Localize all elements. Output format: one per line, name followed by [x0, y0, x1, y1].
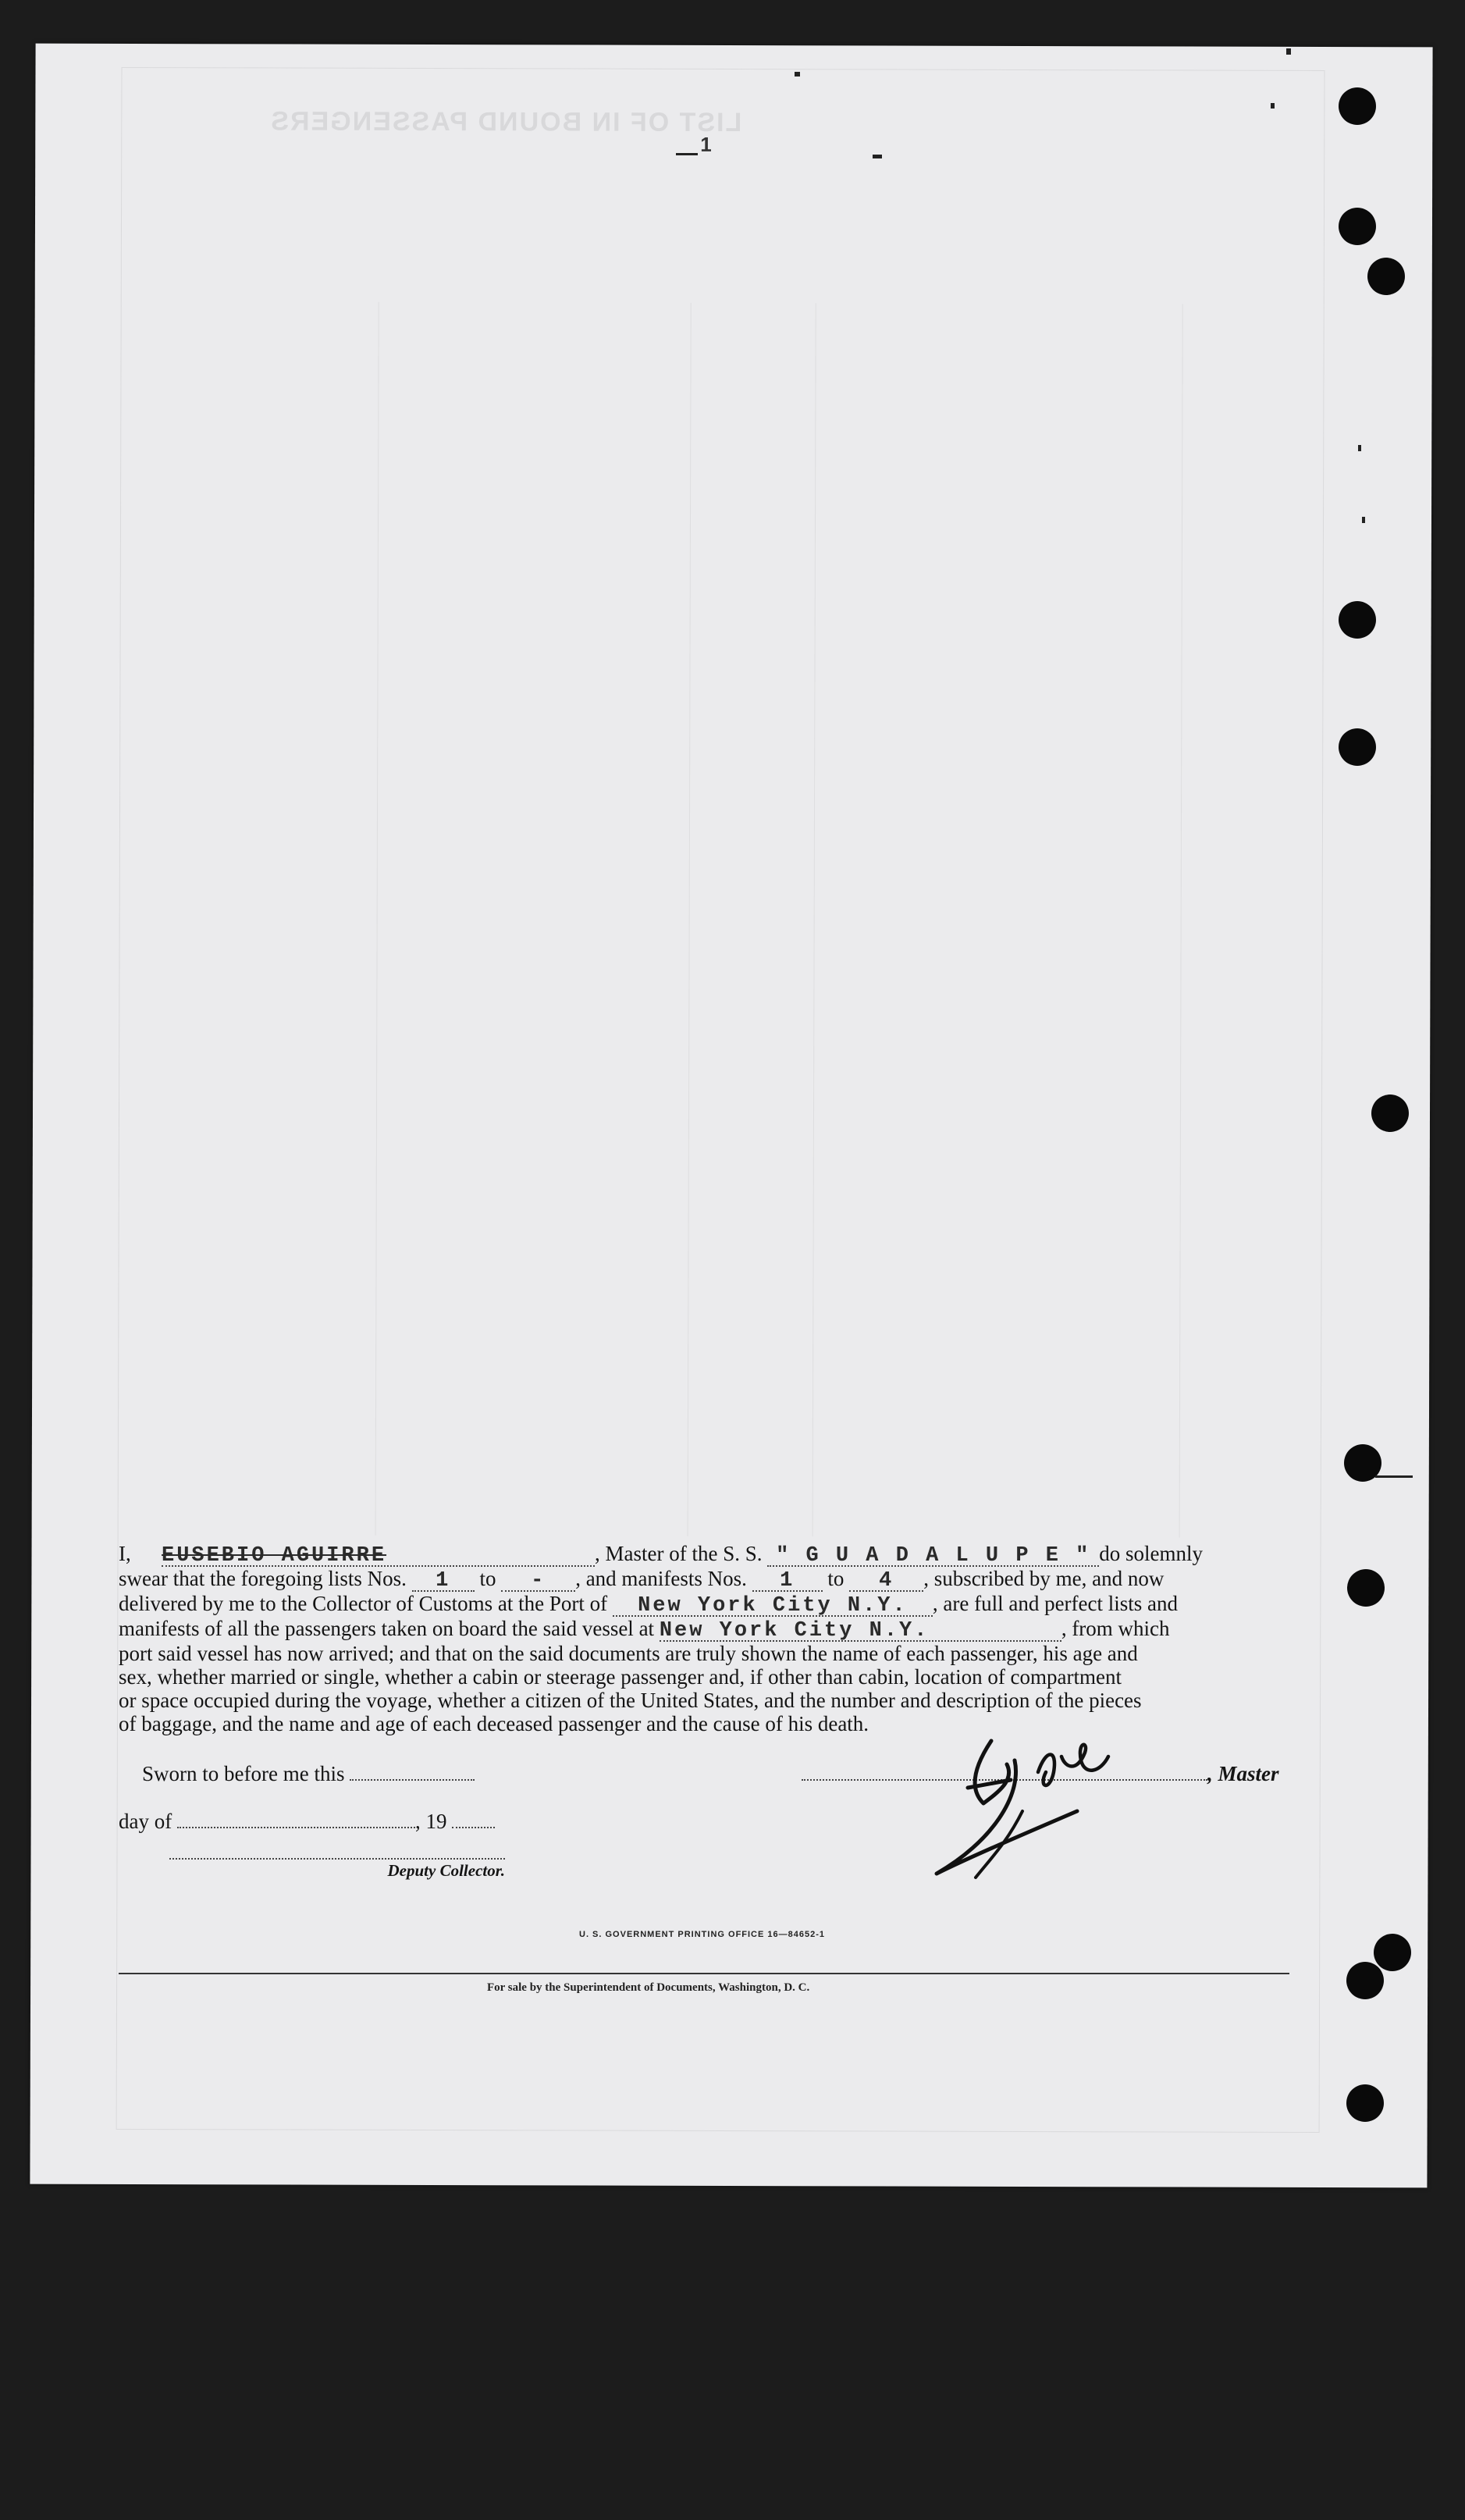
ink-fleck [1362, 517, 1365, 523]
solemnly-text: do solemnly [1099, 1542, 1203, 1565]
oath-line-2 [119, 1567, 1289, 1592]
subscribed-text: , subscribed by me, and now [923, 1567, 1165, 1590]
oath-line-8: of baggage, and the name and age of each deceased passenger and the cause of his death. [119, 1712, 869, 1735]
oath-line-7: or space occupied during the voyage, whether a citizen of the United States, and the number and description of the pieces [119, 1689, 1142, 1712]
oath-line-1 [119, 1542, 1289, 1567]
manifests-to-field: 4 [849, 1571, 923, 1592]
punch-hole [1339, 601, 1376, 639]
punch-hole [1339, 208, 1376, 245]
port-departure-field: New York City N.Y. [660, 1621, 1061, 1642]
sworn-row [142, 1762, 475, 1786]
footer-rule [119, 1973, 1289, 1974]
taken-on-board-label: manifests of all the passengers taken on board the said vessel at [119, 1617, 655, 1640]
year-field [452, 1813, 495, 1828]
day-of-row [119, 1810, 495, 1834]
ink-fleck [873, 155, 882, 158]
to-label: to [827, 1567, 845, 1590]
deputy-collector-label: Deputy Collector. [387, 1861, 505, 1880]
oath-line-4 [119, 1617, 1289, 1642]
for-sale-notice: For sale by the Superintendent of Documents, Washington, D. C. [487, 1981, 810, 1994]
manifests-label: , and manifests Nos. [575, 1567, 747, 1590]
port-of-label: delivered by me to the Collector of Customs at the Port of [119, 1592, 608, 1615]
punch-hole [1346, 1962, 1384, 1999]
day-of-label: day of [119, 1810, 172, 1833]
gpo-imprint: U. S. GOVERNMENT PRINTING OFFICE 16—84652-1 [579, 1930, 826, 1939]
ink-fleck [1286, 48, 1291, 55]
ink-fleck [676, 153, 698, 155]
ink-fleck [1375, 1475, 1413, 1478]
sworn-date-field [350, 1765, 475, 1781]
to-label: to [479, 1567, 496, 1590]
ship-name-field: " G U A D A L U P E " [767, 1547, 1099, 1567]
oath-intro: I, [119, 1542, 131, 1565]
punch-hole [1367, 258, 1405, 295]
master-signature [921, 1717, 1155, 1897]
punch-hole [1339, 87, 1376, 125]
master-label: , Master [1207, 1762, 1279, 1785]
page-mark: 1 [700, 132, 712, 156]
ink-fleck [795, 72, 800, 77]
punch-hole [1346, 2084, 1384, 2122]
manifests-from-field: 1 [752, 1571, 823, 1592]
full-perfect-text: , are full and perfect lists and [932, 1592, 1179, 1615]
oath-line-5: port said vessel has now arrived; and that on the said documents are truly shown the name of each passenger, his age and [119, 1642, 1138, 1665]
year-prefix-label: , 19 [414, 1810, 447, 1833]
sworn-label: Sworn to before me this [142, 1762, 345, 1785]
master-of-text: , Master of the S. S. [595, 1542, 763, 1565]
punch-hole [1339, 728, 1376, 766]
punch-hole [1371, 1094, 1409, 1132]
lists-from-field: 1 [412, 1571, 475, 1592]
punch-hole [1347, 1569, 1385, 1607]
from-which-text: , from which [1061, 1617, 1170, 1640]
deputy-collector-line [169, 1858, 505, 1881]
bleed-through-title: LIST OF IN BOUND PASSENGERS [269, 106, 742, 138]
oath-line-3 [119, 1592, 1289, 1617]
master-name-field: EUSEBIO AGUIRRE [162, 1547, 595, 1567]
lists-label: swear that the foregoing lists Nos. [119, 1567, 407, 1590]
day-of-field [177, 1813, 415, 1828]
lists-to-field: - [501, 1571, 575, 1592]
port-arrival-field: New York City N.Y. [613, 1596, 933, 1617]
oath-statement [119, 1542, 1289, 1735]
punch-hole [1374, 1934, 1411, 1971]
ink-fleck [1358, 445, 1361, 451]
ink-fleck [1271, 103, 1275, 109]
oath-line-6: sex, whether married or single, whether a cabin or steerage passenger and, if other than cabin, location of compartment [119, 1665, 1122, 1689]
